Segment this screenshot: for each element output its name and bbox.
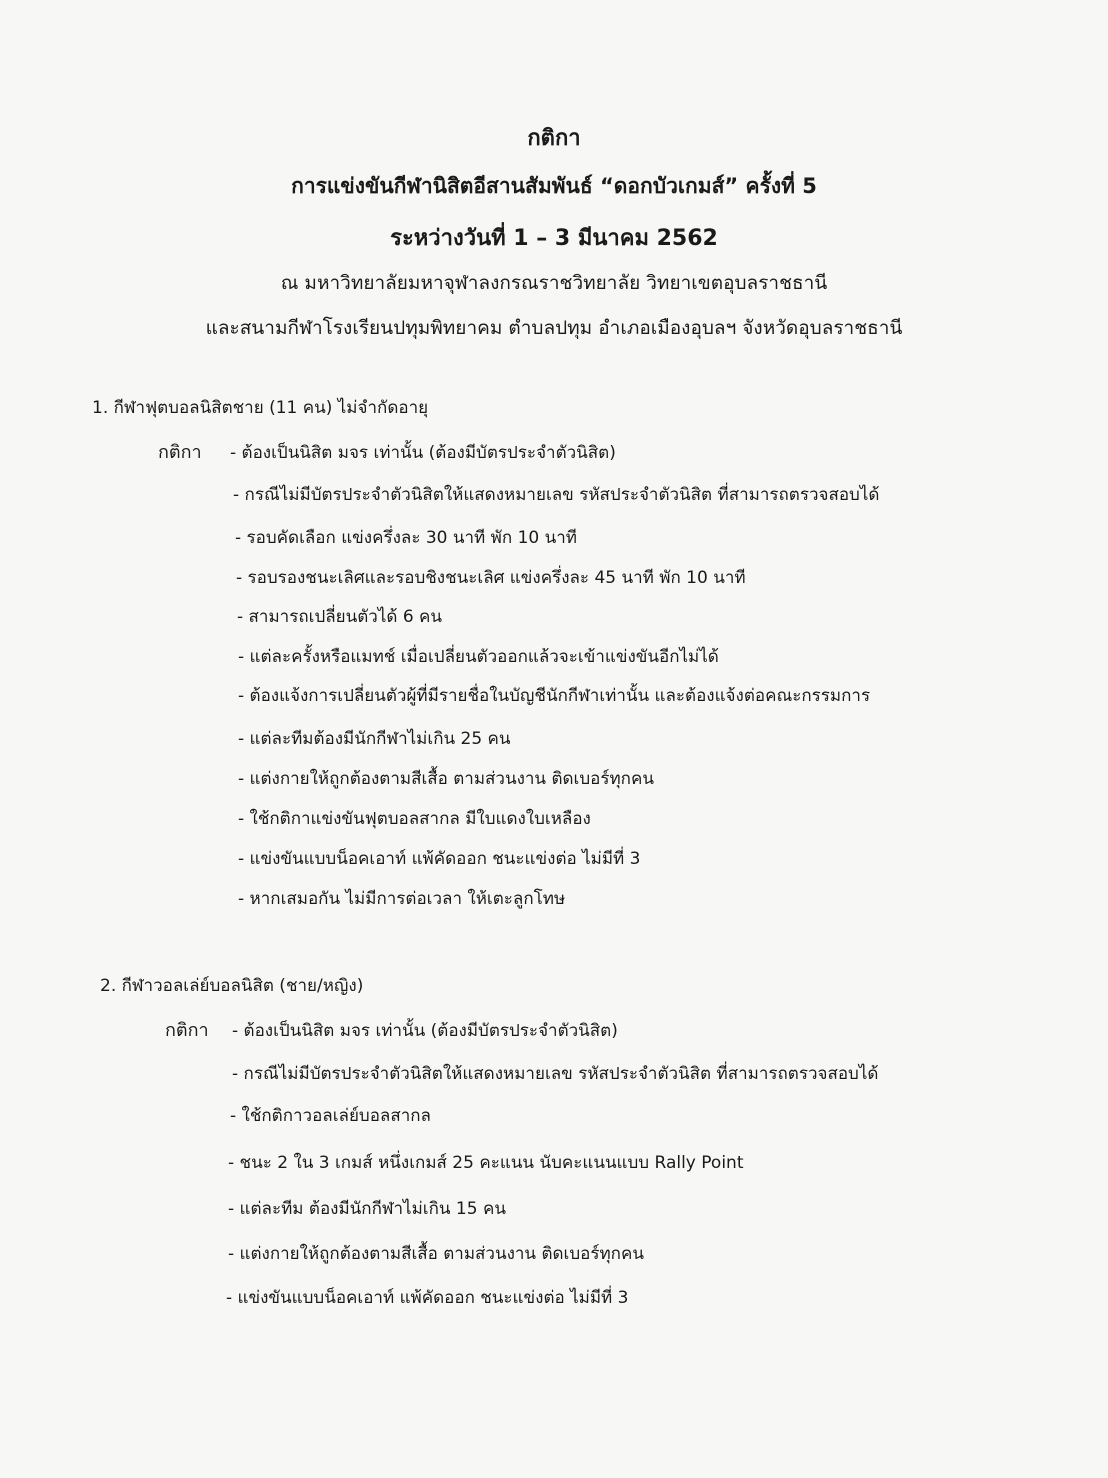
event-dates: ระหว่างวันที่ 1 – 3 มีนาคม 2562 <box>390 226 718 251</box>
rule-item: - แต่ละทีมต้องมีนักกีฬาไม่เกิน 25 คน <box>238 729 511 749</box>
event-venue-2: และสนามกีฬาโรงเรียนปทุมพิทยาคม ตำบลปทุม อำเภอเมืองอุบลฯ จังหวัดอุบลราชธานี <box>205 317 903 339</box>
rule-item: - รอบรองชนะเลิศและรอบชิงชนะเลิศ แข่งครึ่งละ 45 นาที พัก 10 นาที <box>236 568 746 588</box>
rule-item: - ต้องแจ้งการเปลี่ยนตัวผู้ที่มีรายชื่อในบัญชีนักกีฬาเท่านั้น และต้องแจ้งต่อคณะกรรมการ <box>238 686 871 706</box>
rules-label: กติกา <box>158 442 202 463</box>
section-title-football: 1. กีฬาฟุตบอลนิสิตชาย (11 คน) ไม่จำกัดอายุ <box>92 398 429 418</box>
rule-item: - ต้องเป็นนิสิต มจร เท่านั้น (ต้องมีบัตรประจำตัวนิสิต) <box>230 443 616 463</box>
rule-item: - แข่งขันแบบน็อคเอาท์ แพ้คัดออก ชนะแข่งต่อ ไม่มีที่ 3 <box>238 849 641 869</box>
rule-item: - แต่งกายให้ถูกต้องตามสีเสื้อ ตามส่วนงาน ติดเบอร์ทุกคน <box>238 769 654 789</box>
section-title-volleyball: 2. กีฬาวอลเล่ย์บอลนิสิต (ชาย/หญิง) <box>100 976 364 996</box>
rule-item: - ต้องเป็นนิสิต มจร เท่านั้น (ต้องมีบัตรประจำตัวนิสิต) <box>232 1021 618 1041</box>
rule-item: - แต่ละทีม ต้องมีนักกีฬาไม่เกิน 15 คน <box>228 1199 506 1219</box>
document-title: กติกา <box>527 126 581 151</box>
rule-item: - แต่งกายให้ถูกต้องตามสีเสื้อ ตามส่วนงาน ติดเบอร์ทุกคน <box>228 1244 644 1264</box>
rule-item: - กรณีไม่มีบัตรประจำตัวนิสิตให้แสดงหมายเลข รหัสประจำตัวนิสิต ที่สามารถตรวจสอบได้ <box>232 1064 879 1084</box>
rules-label: กติกา <box>165 1020 209 1041</box>
rule-item: - ใช้กติกาแข่งขันฟุตบอลสากล มีใบแดงใบเหลือง <box>238 809 591 829</box>
rule-item: - ชนะ 2 ใน 3 เกมส์ หนึ่งเกมส์ 25 คะแนน นับคะแนนแบบ Rally Point <box>228 1153 744 1173</box>
rule-item: - รอบคัดเลือก แข่งครึ่งละ 30 นาที พัก 10 นาที <box>235 528 577 548</box>
rule-item: - แต่ละครั้งหรือแมทช์ เมื่อเปลี่ยนตัวออกแล้วจะเข้าแข่งขันอีกไม่ได้ <box>238 647 719 667</box>
event-subtitle: การแข่งขันกีฬานิสิตอีสานสัมพันธ์ “ดอกบัวเกมส์” ครั้งที่ 5 <box>291 174 817 198</box>
rule-item: - หากเสมอกัน ไม่มีการต่อเวลา ให้เตะลูกโทษ <box>238 889 566 909</box>
rule-item: - กรณีไม่มีบัตรประจำตัวนิสิตให้แสดงหมายเลข รหัสประจำตัวนิสิต ที่สามารถตรวจสอบได้ <box>233 485 880 505</box>
rule-item: - ใช้กติกาวอลเล่ย์บอลสากล <box>230 1106 431 1126</box>
rule-item: - สามารถเปลี่ยนตัวได้ 6 คน <box>237 607 443 627</box>
rule-item: - แข่งขันแบบน็อคเอาท์ แพ้คัดออก ชนะแข่งต่อ ไม่มีที่ 3 <box>226 1288 629 1308</box>
event-venue-1: ณ มหาวิทยาลัยมหาจุฬาลงกรณราชวิทยาลัย วิทยาเขตอุบลราชธานี <box>280 272 828 294</box>
